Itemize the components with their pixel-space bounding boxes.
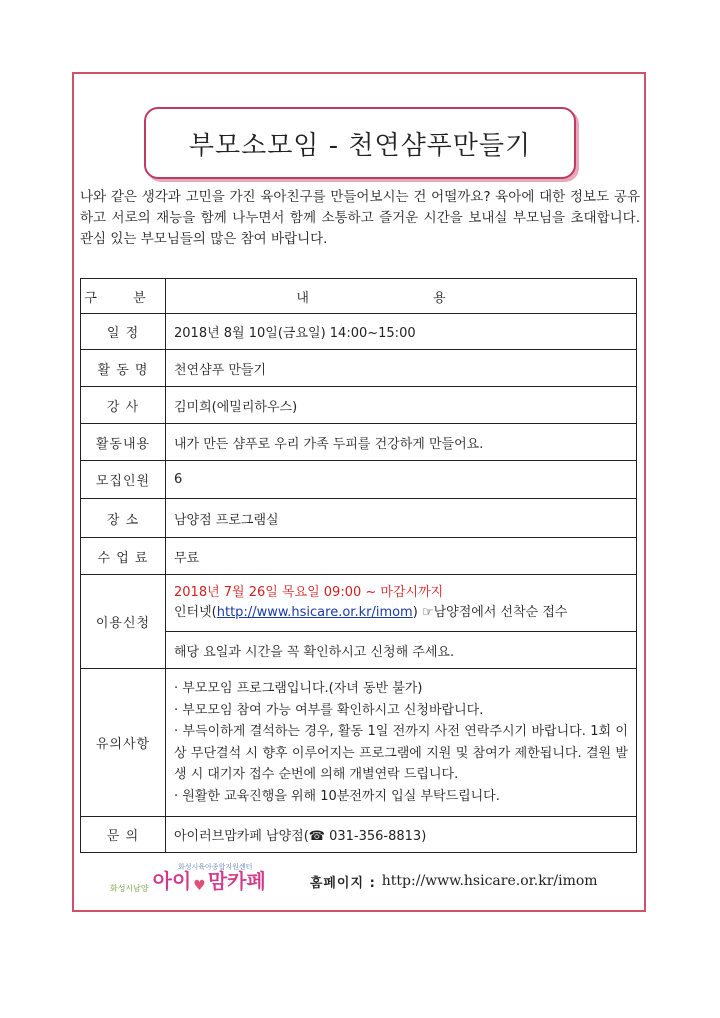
row-label-fee: 수 업 료 (81, 538, 166, 575)
table-row (81, 538, 637, 575)
row-label-apply: 이용신청 (81, 575, 166, 669)
intro-paragraph: 나와 같은 생각과 고민을 가진 육아친구를 만들어보시는 건 어떨까요? 육아에 대한 정보도 공유하고 서로의 재능을 함께 나누면서 함께 소통하고 즐거운 시간을 보내실 부모님을 초대합니다. 관심 있는 부모님들의 많은 참여 바랍니다. (80, 189, 640, 247)
apply-confirm: 해당 요일과 시간을 꼭 확인하시고 신청해 주세요. (166, 632, 637, 669)
table-row (81, 314, 637, 350)
row-label-activity: 활 동 명 (81, 350, 166, 387)
row-label-date: 일 정 (81, 314, 166, 350)
page-title: 부모소모임 - 천연샴푸만들기 (188, 130, 532, 161)
row-value-content: 내가 만든 샴푸로 우리 가족 두피를 건강하게 만들어요. (166, 424, 637, 461)
row-label-instructor: 강 사 (81, 387, 166, 424)
title-box (144, 107, 576, 179)
apply-internet: 인터넷(http://www.hsicare.or.kr/imom) ☞남양점에서 선착순 접수 (174, 605, 568, 620)
note-line: · 부모모임 프로그램입니다.(자녀 동반 불가) (174, 681, 423, 696)
table-row (81, 499, 637, 538)
row-label-content: 활동내용 (81, 424, 166, 461)
row-label-place: 장 소 (81, 499, 166, 538)
row-value-date: 2018년 8월 10일(금요일) 14:00~15:00 (166, 314, 637, 350)
logo-org: 화성시육아종합지원센터 (178, 863, 253, 871)
apply-deadline: 2018년 7월 26일 목요일 09:00 ~ 마감시까지 (174, 585, 444, 600)
table-row (81, 387, 637, 424)
row-label-capacity: 모집인원 (81, 461, 166, 499)
row-value-notes (166, 669, 637, 817)
note-line: · 원활한 교육진행을 위해 10분전까지 입실 부탁드립니다. (174, 788, 500, 804)
row-label-notes: 유의사항 (81, 669, 166, 817)
row-value-apply (166, 575, 637, 632)
table-row (81, 817, 637, 853)
apply-url-link[interactable]: http://www.hsicare.or.kr/imom (216, 605, 413, 620)
table-row-apply (81, 575, 637, 632)
info-table (80, 278, 637, 853)
note-line: · 부모모임 참여 가능 여부를 확인하시고 신청바랍니다. (174, 702, 484, 718)
note-line: · 부득이하게 결석하는 경우, 활동 1일 전까지 사전 연락주시기 바랍니다. 1회 이상 무단결석 시 향후 이루어지는 프로그램에 지원 및 참여가 제한됩니다. 결원 발생 시 대기자 접수 순번에 의해 개별연락 드립니다. (174, 724, 628, 782)
cafe-logo (110, 863, 266, 894)
row-value-activity: 천연샴푸 만들기 (166, 350, 637, 387)
homepage-url[interactable]: http://www.hsicare.or.kr/imom (381, 873, 598, 889)
row-value-place: 남양점 프로그램실 (166, 499, 637, 538)
table-row (81, 461, 637, 499)
row-label-contact: 문 의 (81, 817, 166, 853)
logo-text-1: 아이 (152, 869, 192, 893)
row-value-contact: 아이러브맘카페 남양점(☎ 031-356-8813) (166, 817, 637, 853)
table-row (81, 350, 637, 387)
row-value-fee: 무료 (166, 538, 637, 575)
heart-icon: ♥ (193, 878, 206, 894)
logo-small-text: 화성시남양 (110, 884, 149, 893)
header-content: 내 용 (166, 279, 637, 314)
footer (110, 863, 630, 894)
table-row (81, 424, 637, 461)
row-value-instructor: 김미희(에밀리하우스) (166, 387, 637, 424)
row-value-capacity: 6 (166, 461, 637, 499)
logo-text-2: 맘카페 (207, 869, 266, 893)
homepage-label: 홈페이지 : (309, 875, 376, 891)
table-row-notes (81, 669, 637, 817)
header-label: 구 분 (81, 279, 166, 314)
table-header-row (81, 279, 637, 314)
